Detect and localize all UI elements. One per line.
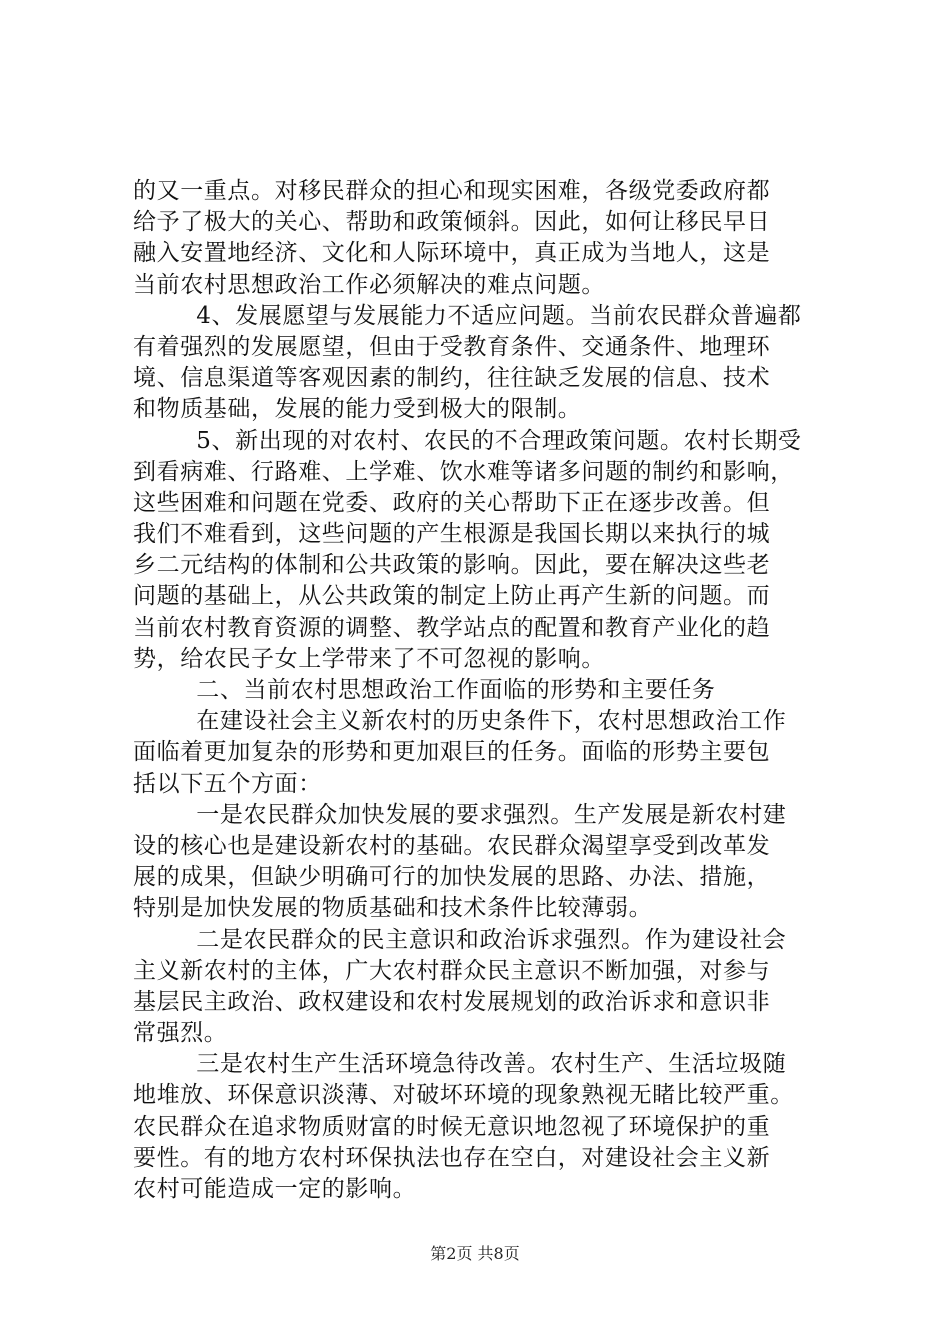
page-footer: 第2页 共8页	[430, 1244, 520, 1263]
text-line: 农民群众在追求物质财富的时候无意识地忽视了环境保护的重	[133, 1113, 771, 1140]
text-line: 到看病难、行路难、上学难、饮水难等诸多问题的制约和影响，	[133, 458, 794, 485]
text-line: 三是农村生产生活环境急待改善。农村生产、生活垃圾随	[133, 1051, 787, 1078]
text-line: 括以下五个方面：	[133, 770, 322, 797]
text-line: 给予了极大的关心、帮助和政策倾斜。因此，如何让移民早日	[133, 209, 771, 236]
text-line: 二、当前农村思想政治工作面临的形势和主要任务	[133, 677, 716, 703]
text-line: 的又一重点。对移民群众的担心和现实困难，各级党委政府都	[133, 178, 771, 204]
text-line: 一是农民群众加快发展的要求强烈。生产发展是新农村建	[133, 801, 787, 828]
text-line: 设的核心也是建设新农村的基础。农民群众渴望享受到改革发	[133, 832, 771, 859]
text-line: 基层民主政治、政权建设和农村发展规划的政治诉求和意识非	[133, 988, 771, 1015]
text-line: 常强烈。	[133, 1020, 228, 1047]
text-line: 4、发展愿望与发展能力不适应问题。当前农民群众普遍都	[133, 302, 802, 329]
text-line: 境、信息渠道等客观因素的制约，往往缺乏发展的信息、技术	[133, 365, 771, 392]
text-line: 我们不难看到，这些问题的产生根源是我国长期以来执行的城	[133, 521, 771, 548]
text-line: 特别是加快发展的物质基础和技术条件比较薄弱。	[133, 895, 653, 922]
text-line: 要性。有的地方农村环保执法也存在空白，对建设社会主义新	[133, 1144, 771, 1171]
text-line: 势，给农民子女上学带来了不可忽视的影响。	[133, 645, 605, 672]
text-line: 融入安置地经济、文化和人际环境中，真正成为当地人，这是	[133, 240, 771, 267]
text-line: 主义新农村的主体，广大农村群众民主意识不断加强，对参与	[133, 957, 771, 984]
text-line: 当前农村思想政治工作必须解决的难点问题。	[133, 271, 605, 298]
text-line: 地堆放、环保意识淡薄、对破坏环境的现象熟视无睹比较严重。	[133, 1082, 794, 1109]
text-line: 在建设社会主义新农村的历史条件下，农村思想政治工作	[133, 708, 787, 735]
text-line: 这些困难和问题在党委、政府的关心帮助下正在逐步改善。但	[133, 489, 771, 516]
text-line: 农村可能造成一定的影响。	[133, 1176, 417, 1202]
text-line: 当前农村教育资源的调整、教学站点的配置和教育产业化的趋	[133, 614, 771, 641]
document-body	[133, 176, 833, 1205]
text-line: 二是农民群众的民主意识和政治诉求强烈。作为建设社会	[133, 926, 787, 953]
text-line: 和物质基础，发展的能力受到极大的限制。	[133, 396, 582, 423]
text-line: 问题的基础上，从公共政策的制定上防止再产生新的问题。而	[133, 583, 771, 610]
text-line: 乡二元结构的体制和公共政策的影响。因此，要在解决这些老	[133, 552, 771, 579]
text-line: 展的成果，但缺少明确可行的加快发展的思路、办法、措施，	[133, 864, 771, 891]
text-line: 面临着更加复杂的形势和更加艰巨的任务。面临的形势主要包	[133, 739, 771, 766]
text-line: 5、新出现的对农村、农民的不合理政策问题。农村长期受	[133, 427, 802, 454]
text-line: 有着强烈的发展愿望，但由于受教育条件、交通条件、地理环	[133, 333, 771, 360]
